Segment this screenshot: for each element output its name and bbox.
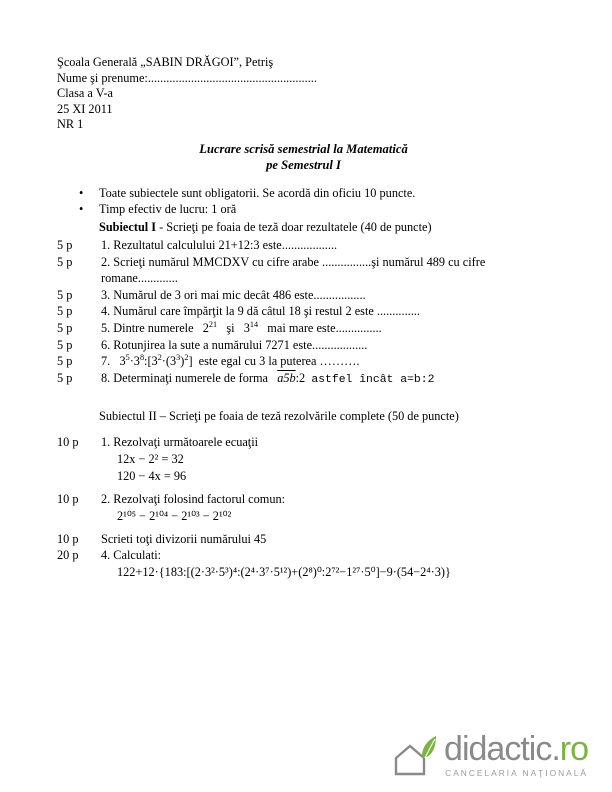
watermark-brand-tld: ro <box>559 730 588 768</box>
subject-1-label: Subiectul I <box>99 219 157 234</box>
points-label: 5 p <box>57 254 73 269</box>
question-text: 2. Rezolvaţi folosind factorul comun: <box>101 491 286 506</box>
list-item <box>79 185 560 201</box>
subject-1-heading <box>57 219 560 235</box>
points-label: 5 p <box>57 237 73 252</box>
watermark-brand-name: didactic <box>444 730 552 768</box>
watermark-text <box>444 732 588 778</box>
list-item <box>79 201 560 217</box>
bullet-icon: • <box>79 185 84 200</box>
question-text: 7. $3^5\cdot 3^8:[3^2\cdot(3^3)^2]$ este egal cu 3 la puterea ………. <box>101 353 360 369</box>
question-text: Scrieti toţi divizorii numărului 45 <box>101 531 267 546</box>
list-item <box>57 353 560 370</box>
subject-2-heading: Subiectul II – Scrieţi pe foaia de teză rezolvările complete (50 de puncte) <box>99 409 459 424</box>
document-title <box>57 141 560 173</box>
list-item <box>57 491 560 508</box>
list-item <box>57 303 560 320</box>
watermark-brand <box>444 732 588 766</box>
instruction-text: Toate subiectele sunt obligatorii. Se acordă din oficiu 10 puncte. <box>99 185 416 200</box>
title-line-1: Lucrare scrisă semestrial la Matematică <box>199 141 408 156</box>
points-label: 5 p <box>57 287 73 302</box>
watermark-subtitle: CANCELARIA NAŢIONALĂ <box>445 768 588 778</box>
list-item <box>57 370 560 389</box>
watermark-brand-dot: . <box>551 730 560 768</box>
points-label: 10 p <box>57 435 79 450</box>
question-text: 4. Calculati: <box>101 548 162 563</box>
question-text: 6. Rotunjirea la sute a numărului 7271 este.................. <box>101 337 368 352</box>
condition-expression: astfel încât a=b:2 <box>311 373 435 386</box>
instructions-list <box>57 185 560 217</box>
list-item <box>57 434 560 451</box>
question-text: 2. Scrieţi numărul MMCDXV cu cifre arabe ................şi numărul 489 cu cifre romane............. <box>101 254 489 286</box>
subject-1-desc: - Scrieţi pe foaia de teză doar rezultatele (40 de puncte) <box>156 219 432 234</box>
points-label: 5 p <box>57 370 73 385</box>
equation-line: 2¹⁰⁵ − 2¹⁰⁴ − 2¹⁰³ − 2¹⁰² <box>117 508 232 523</box>
points-label: 5 p <box>57 320 73 335</box>
equation-line: 122+12·{183:[(2·3²·5³)⁴:(2⁴·3⁷·5¹²)+(2⁸)⁰:2⁷²−1²⁷·5⁰]−9·(54−2⁴·3)} <box>117 564 451 579</box>
house-leaf-icon <box>392 732 438 778</box>
equation-line: 12x − 2² = 32 <box>117 451 184 466</box>
question-text: 4. Numărul care împărţit la 9 dă câtul 18 şi restul 2 este .............. <box>101 304 420 319</box>
student-name-line: Nume şi prenume:....................................................... <box>57 70 317 85</box>
list-item <box>57 254 560 287</box>
list-item <box>57 547 560 564</box>
points-label: 20 p <box>57 548 79 563</box>
subject-1-items <box>57 237 560 388</box>
subject-2-items <box>57 434 560 580</box>
bullet-icon: • <box>79 201 84 216</box>
list-item <box>57 320 560 337</box>
title-line-2: pe Semestrul I <box>266 157 341 172</box>
watermark <box>392 732 588 778</box>
list-item <box>57 337 560 354</box>
question-text: 8. Determinaţi numerele de forma a5b:2 astfel încât a=b:2 <box>101 370 435 386</box>
points-label: 5 p <box>57 354 73 369</box>
school-name: Şcoala Generală „SABIN DRĂGOI”, Petriş <box>57 55 274 69</box>
question-text: 1. Rezolvaţi următoarele ecuaţii <box>101 435 259 450</box>
question-text: 3. Numărul de 3 ori mai mic decât 486 este................. <box>101 287 366 302</box>
question-text: 5. Dintre numerele $2^{21}$ şi $3^{14}$ mai mare este............... <box>101 319 382 335</box>
question-text: 1. Rezultatul calculului 21+12:3 este.................. <box>101 237 338 252</box>
points-label: 10 p <box>57 491 79 506</box>
points-label: 5 p <box>57 304 73 319</box>
overline-expression: a5b <box>277 370 296 385</box>
equation-line: 120 − 4x = 96 <box>117 468 187 483</box>
date-line: 25 XI 2011 <box>57 101 113 116</box>
list-item <box>57 531 560 548</box>
points-label: 5 p <box>57 337 73 352</box>
class-line: Clasa a V-a <box>57 86 114 101</box>
number-line: NR 1 <box>57 117 84 132</box>
points-label: 10 p <box>57 531 79 546</box>
instruction-text: Timp efectiv de lucru: 1 oră <box>99 201 237 216</box>
list-item <box>57 287 560 304</box>
list-item <box>57 237 560 254</box>
